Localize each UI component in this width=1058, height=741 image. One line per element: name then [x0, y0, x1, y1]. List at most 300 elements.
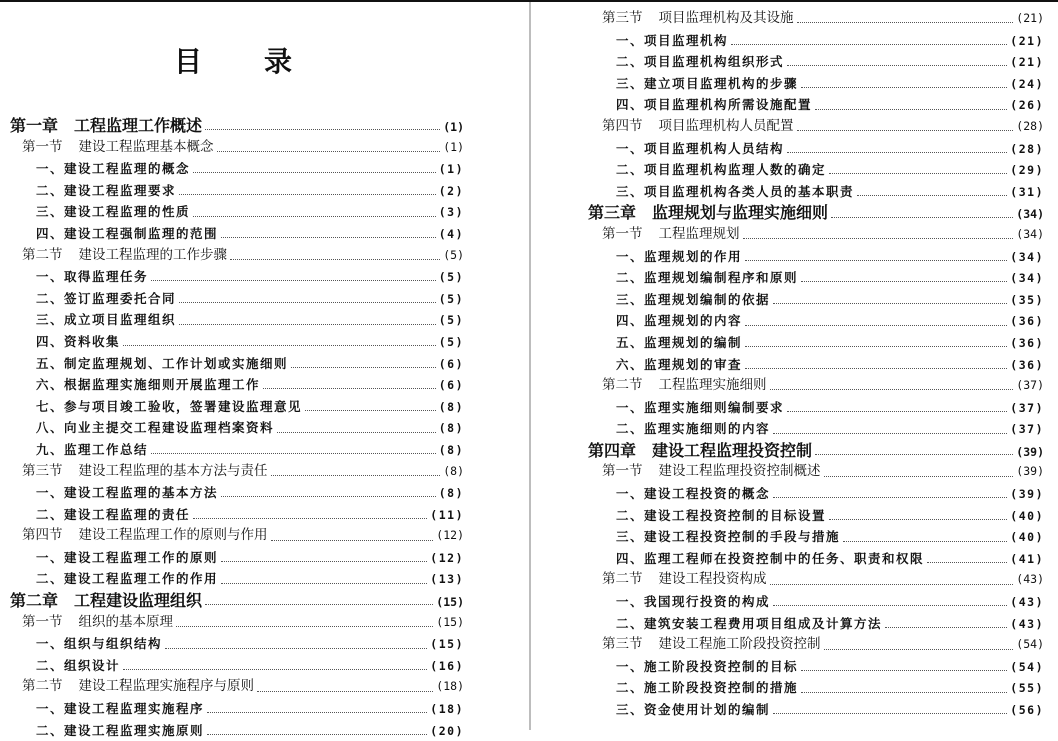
toc-entry-label	[36, 396, 302, 418]
dot-leader	[230, 259, 440, 260]
toc-entry-title: 建设工程监理投资控制	[652, 440, 813, 460]
toc-page-number: (2)	[438, 183, 464, 198]
toc-entry-label	[36, 720, 204, 741]
toc-item-entry[interactable]	[576, 483, 1044, 505]
toc-page-number: (6)	[438, 356, 464, 371]
toc-entry-label	[22, 676, 254, 698]
toc-entry-number: 第三节	[22, 462, 63, 479]
toc-page-number: (15)	[430, 637, 464, 652]
toc-page-number: (5)	[438, 270, 464, 285]
toc-page-number: (35)	[1010, 292, 1044, 307]
toc-entry-label	[616, 677, 798, 699]
toc-entry-number: 第一节	[602, 463, 643, 480]
toc-page-number: (24)	[1010, 76, 1044, 91]
toc-entry-number: 第三节	[602, 636, 643, 653]
toc-page-number: (34)	[1016, 226, 1044, 241]
dot-leader	[843, 541, 1007, 542]
dot-leader	[773, 713, 1007, 714]
toc-page-number: (15)	[436, 614, 464, 629]
toc-page-number: (39)	[1016, 464, 1044, 479]
toc-entry-label	[616, 310, 742, 332]
toc-entry-label	[602, 569, 767, 591]
dot-leader	[179, 194, 436, 195]
toc-section-entry[interactable]	[0, 612, 464, 634]
toc-item-entry[interactable]	[0, 655, 464, 677]
dot-leader	[277, 432, 436, 433]
toc-item-entry[interactable]	[576, 418, 1044, 440]
toc-entry-label	[36, 439, 148, 461]
toc-entry-label	[616, 397, 784, 419]
toc-entry-title: 一、组织与组织结构	[36, 636, 163, 652]
toc-entry-label	[588, 202, 828, 224]
dot-leader	[205, 129, 440, 130]
toc-page-number: (37)	[1010, 400, 1044, 415]
toc-item-entry[interactable]	[576, 289, 1044, 311]
toc-entry-title: 一、监理规划的作用	[616, 248, 743, 264]
toc-entry-label	[616, 30, 728, 52]
dot-leader	[745, 368, 1007, 369]
toc-section-entry[interactable]	[0, 525, 464, 547]
dot-leader	[773, 433, 1007, 434]
toc-entry-label	[36, 655, 120, 677]
toc-entry-title: 二、施工阶段投资控制的措施	[616, 680, 799, 696]
toc-item-entry[interactable]	[576, 591, 1044, 613]
toc-entry-title: 四、资料收集	[36, 333, 121, 349]
toc-entry-title: 一、建设工程监理实施程序	[36, 701, 205, 717]
dot-leader	[743, 238, 1014, 239]
toc-section-entry[interactable]	[0, 461, 464, 483]
toc-entry-title: 二、建设工程监理要求	[36, 182, 177, 198]
dot-leader	[824, 476, 1014, 477]
toc-entry-label	[22, 245, 227, 267]
toc-item-entry[interactable]	[576, 656, 1044, 678]
toc-entry-label	[616, 332, 742, 354]
toc-page-number: (3)	[438, 205, 464, 220]
toc-page-number: (34)	[1010, 249, 1044, 264]
toc-item-entry[interactable]	[0, 331, 464, 353]
dot-leader	[291, 367, 436, 368]
toc-entry-title: 一、项目监理机构	[616, 32, 729, 48]
toc-entry-title: 三、项目监理机构各类人员的基本职责	[616, 183, 855, 199]
dot-leader	[123, 345, 436, 346]
dot-leader	[815, 109, 1007, 110]
toc-entry-title: 二、监理实施细则的内容	[616, 421, 771, 437]
toc-entry-title: 二、项目监理机构组织形式	[616, 54, 785, 70]
toc-entry-label	[602, 375, 767, 397]
toc-entry-label	[616, 699, 770, 721]
toc-section-entry[interactable]	[576, 8, 1044, 30]
dot-leader	[787, 152, 1007, 153]
toc-entry-label	[22, 525, 268, 547]
toc-entry-title: 一、建设工程监理的基本方法	[36, 485, 219, 501]
toc-entry-label	[36, 158, 190, 180]
toc-page-number: (36)	[1010, 314, 1044, 329]
toc-item-entry[interactable]	[576, 267, 1044, 289]
toc-page-number: (37)	[1016, 378, 1044, 393]
toc-page-number: (39)	[1016, 444, 1044, 459]
toc-entry-number: 第一节	[22, 138, 63, 155]
toc-entry-label	[602, 8, 794, 30]
toc-entry-label	[616, 505, 826, 527]
toc-item-entry[interactable]	[576, 246, 1044, 268]
dot-leader	[927, 562, 1007, 563]
toc-entry-label	[616, 613, 882, 635]
toc-item-entry[interactable]	[576, 73, 1044, 95]
dot-leader	[193, 518, 427, 519]
toc-item-entry[interactable]	[0, 482, 464, 504]
toc-entry-number: 第四节	[602, 117, 643, 134]
toc-item-entry[interactable]	[576, 548, 1044, 570]
toc-item-entry[interactable]	[576, 613, 1044, 635]
toc-entry-label	[616, 159, 826, 181]
toc-page-number: (13)	[430, 572, 464, 587]
toc-entry-title: 二、建设工程监理实施原则	[36, 722, 205, 738]
toc-page-number: (8)	[443, 463, 464, 478]
toc-page-number: (8)	[438, 442, 464, 457]
toc-item-entry[interactable]	[0, 201, 464, 223]
toc-entry-title: 二、项目监理机构监理人数的确定	[616, 162, 827, 178]
toc-entry-label	[36, 309, 176, 331]
toc-page-number: (21)	[1010, 55, 1044, 70]
dot-leader	[271, 540, 434, 541]
toc-section-entry[interactable]	[576, 569, 1044, 591]
toc-entry-title: 三、资金使用计划的编制	[616, 702, 771, 717]
toc-entry-number: 第四章	[588, 440, 637, 460]
toc-entry-number: 第二节	[22, 246, 63, 263]
toc-entry-label	[36, 288, 176, 310]
toc-page-number: (43)	[1010, 616, 1044, 631]
toc-page-number: (20)	[430, 723, 464, 738]
toc-entry-label	[10, 590, 202, 612]
toc-entry-label	[616, 591, 770, 613]
toc-entry-title: 三、建设工程监理的性质	[36, 204, 191, 220]
dot-leader	[179, 302, 436, 303]
toc-section-entry[interactable]	[576, 634, 1044, 656]
toc-item-entry[interactable]	[576, 181, 1044, 203]
toc-page-number: (21)	[1016, 11, 1044, 25]
toc-entry-title: 三、建立项目监理机构的步骤	[616, 75, 799, 91]
toc-page-number: (8)	[438, 421, 464, 436]
dot-leader	[773, 605, 1007, 606]
toc-entry-title: 建设工程监理的工作步骤	[78, 246, 227, 263]
dot-leader	[801, 281, 1007, 282]
toc-entry-title: 监理规划与监理实施细则	[652, 203, 829, 223]
dot-leader	[857, 195, 1007, 196]
toc-entry-title: 四、建设工程强制监理的范围	[36, 225, 219, 241]
toc-entry-label	[22, 612, 173, 634]
toc-entry-label	[22, 137, 214, 159]
toc-page-number: (12)	[436, 528, 464, 543]
toc-page-number: (54)	[1010, 659, 1044, 674]
toc-entry-number: 第三章	[588, 203, 637, 223]
toc-entry-label	[616, 354, 742, 376]
toc-entry-number: 第一章	[10, 116, 59, 135]
toc-item-entry[interactable]	[576, 354, 1044, 376]
toc-chapter-entry[interactable]	[576, 202, 1044, 224]
dot-leader	[797, 22, 1014, 23]
toc-right-page	[576, 8, 1044, 721]
toc-entry-label	[616, 656, 798, 678]
toc-entry-label	[36, 201, 190, 223]
toc-entry-title: 五、制定监理规划、工作计划或实施细则	[36, 355, 289, 371]
toc-item-entry[interactable]	[0, 417, 464, 439]
dot-leader	[176, 626, 433, 627]
page-title: 目录	[173, 45, 354, 78]
toc-item-entry[interactable]	[576, 51, 1044, 73]
toc-item-entry[interactable]	[0, 374, 464, 396]
toc-entry-title: 建设工程监理投资控制概述	[658, 463, 821, 480]
toc-item-entry[interactable]	[0, 158, 464, 180]
toc-entry-label	[36, 482, 218, 504]
toc-item-entry[interactable]	[0, 698, 464, 720]
toc-chapter-entry[interactable]	[0, 115, 464, 137]
dot-leader	[207, 712, 427, 713]
toc-entry-number: 第一节	[22, 613, 63, 630]
toc-entry-label	[602, 224, 740, 246]
toc-entry-title: 二、组织设计	[36, 657, 121, 673]
toc-entry-title: 项目监理机构人员配置	[658, 117, 794, 134]
toc-entry-title: 九、监理工作总结	[36, 441, 149, 457]
toc-entry-title: 建设工程监理工作的原则与作用	[78, 527, 268, 544]
toc-entry-title: 建设工程施工阶段投资控制	[658, 636, 821, 653]
toc-page-number: (18)	[430, 702, 464, 717]
toc-entry-title: 八、向业主提交工程建设监理档案资料	[36, 420, 275, 436]
toc-page-number: (18)	[436, 679, 464, 694]
toc-page-number: (36)	[1010, 335, 1044, 350]
toc-entry-label	[36, 504, 190, 526]
toc-page-number: (29)	[1010, 163, 1044, 178]
toc-item-entry[interactable]	[0, 633, 464, 655]
toc-entry-title: 二、建筑安装工程费用项目组成及计算方法	[616, 615, 883, 631]
toc-item-entry[interactable]	[576, 310, 1044, 332]
toc-entry-label	[36, 698, 204, 720]
toc-entry-label	[616, 418, 770, 440]
toc-entry-title: 工程监理工作概述	[74, 116, 203, 135]
toc-entry-number: 第二节	[602, 377, 643, 394]
dot-leader	[745, 325, 1007, 326]
toc-entry-title: 二、建设工程监理工作的作用	[36, 571, 219, 587]
toc-item-entry[interactable]	[0, 504, 464, 526]
toc-item-entry[interactable]	[0, 309, 464, 331]
toc-entry-title: 建设工程投资构成	[658, 571, 767, 588]
toc-page-number: (36)	[1010, 357, 1044, 372]
toc-entry-label	[616, 51, 784, 73]
toc-page-number: (1)	[438, 162, 464, 177]
toc-section-entry[interactable]	[576, 375, 1044, 397]
toc-page-number: (28)	[1010, 141, 1044, 156]
toc-entry-title: 六、监理规划的审查	[616, 356, 743, 372]
dot-leader	[263, 388, 436, 389]
toc-page-number: (5)	[438, 334, 464, 349]
toc-item-entry[interactable]	[0, 720, 464, 741]
toc-entry-label	[36, 547, 218, 569]
dot-leader	[221, 237, 436, 238]
toc-entry-label	[616, 94, 812, 116]
toc-entry-title: 一、施工阶段投资控制的目标	[616, 658, 799, 674]
toc-item-entry[interactable]	[576, 505, 1044, 527]
toc-entry-label	[616, 267, 798, 289]
toc-entry-title: 六、根据监理实施细则开展监理工作	[36, 377, 261, 393]
toc-entry-title: 一、监理实施细则编制要求	[616, 399, 785, 415]
toc-entry-label	[616, 483, 770, 505]
toc-entry-label	[616, 73, 798, 95]
toc-page-number: (21)	[1010, 33, 1044, 48]
dot-leader	[831, 217, 1013, 218]
toc-entry-label	[602, 634, 821, 656]
dot-leader	[797, 130, 1014, 131]
toc-entry-title: 七、参与项目竣工验收，签署建设监理意见	[36, 398, 303, 414]
toc-chapter-entry[interactable]	[576, 440, 1044, 462]
toc-page-number: (16)	[430, 658, 464, 673]
toc-entry-label	[616, 246, 742, 268]
dot-leader	[770, 389, 1014, 390]
dot-leader	[745, 346, 1007, 347]
toc-item-entry[interactable]	[576, 30, 1044, 52]
dot-leader	[205, 604, 433, 605]
toc-entry-label	[588, 440, 812, 462]
toc-entry-label	[10, 115, 202, 137]
dot-leader	[217, 151, 441, 152]
toc-section-entry[interactable]	[576, 461, 1044, 483]
toc-page-number: (28)	[1016, 118, 1044, 133]
toc-entry-title: 一、我国现行投资的构成	[616, 594, 771, 610]
dot-leader	[221, 561, 427, 562]
toc-entry-number: 第二节	[602, 571, 643, 588]
toc-entry-label	[36, 568, 218, 590]
toc-entry-number: 第三节	[602, 10, 643, 26]
toc-item-entry[interactable]	[576, 397, 1044, 419]
toc-entry-title: 二、监理规划编制程序和原则	[616, 270, 799, 286]
page-divider	[529, 2, 531, 730]
toc-item-entry[interactable]	[576, 526, 1044, 548]
toc-entry-label	[22, 461, 268, 483]
toc-entry-title: 工程监理实施细则	[658, 377, 767, 394]
toc-entry-title: 工程建设监理组织	[74, 591, 203, 611]
toc-left-page	[0, 115, 464, 741]
dot-leader	[257, 691, 433, 692]
toc-page-number: (8)	[438, 399, 464, 414]
toc-entry-title: 建设工程监理基本概念	[78, 138, 214, 155]
toc-page-number: (41)	[1010, 551, 1044, 566]
toc-item-entry[interactable]	[0, 439, 464, 461]
toc-page-number: (56)	[1010, 703, 1044, 717]
dot-leader	[207, 734, 427, 735]
toc-entry-label	[36, 180, 176, 202]
toc-entry-number: 第二章	[10, 591, 59, 611]
dot-leader	[305, 410, 436, 411]
toc-page-number: (11)	[430, 507, 464, 522]
dot-leader	[165, 648, 427, 649]
toc-page-number: (6)	[438, 378, 464, 393]
toc-page-number: (5)	[443, 247, 464, 262]
toc-section-entry[interactable]	[576, 116, 1044, 138]
toc-entry-title: 建设工程监理的基本方法与责任	[78, 462, 268, 479]
toc-item-entry[interactable]	[0, 547, 464, 569]
toc-item-entry[interactable]	[0, 568, 464, 590]
toc-entry-label	[616, 548, 924, 570]
toc-entry-label	[36, 223, 218, 245]
toc-item-entry[interactable]	[0, 180, 464, 202]
dot-leader	[773, 497, 1007, 498]
toc-item-entry[interactable]	[576, 677, 1044, 699]
toc-entry-label	[602, 116, 794, 138]
toc-page-number: (5)	[438, 291, 464, 306]
toc-page-number: (40)	[1010, 508, 1044, 523]
dot-leader	[815, 454, 1013, 455]
toc-section-entry[interactable]	[0, 137, 464, 159]
toc-section-entry[interactable]	[0, 245, 464, 267]
toc-page-number: (43)	[1016, 572, 1044, 587]
toc-page-number: (55)	[1010, 681, 1044, 696]
toc-item-entry[interactable]	[0, 396, 464, 418]
toc-page-number: (5)	[438, 313, 464, 328]
toc-entry-title: 四、监理规划的内容	[616, 313, 743, 329]
toc-entry-title: 三、成立项目监理组织	[36, 312, 177, 328]
toc-item-entry[interactable]	[0, 353, 464, 375]
toc-page-number: (26)	[1010, 98, 1044, 113]
toc-item-entry[interactable]	[576, 94, 1044, 116]
toc-entry-number: 第四节	[22, 527, 63, 544]
toc-entry-title: 二、建设工程投资控制的目标设置	[616, 507, 827, 523]
dot-leader	[773, 303, 1007, 304]
toc-entry-label	[36, 374, 260, 396]
toc-entry-title: 工程监理规划	[658, 225, 740, 242]
dot-leader	[787, 411, 1007, 412]
toc-entry-label	[36, 633, 162, 655]
toc-item-entry[interactable]	[0, 266, 464, 288]
toc-entry-label	[616, 138, 784, 160]
toc-page-number: (4)	[438, 226, 464, 241]
toc-item-entry[interactable]	[576, 699, 1044, 721]
dot-leader	[151, 453, 436, 454]
toc-entry-title: 三、建设工程投资控制的手段与措施	[616, 529, 841, 545]
toc-item-entry[interactable]	[576, 138, 1044, 160]
toc-chapter-entry[interactable]	[0, 590, 464, 612]
toc-section-entry[interactable]	[0, 676, 464, 698]
dot-leader	[824, 649, 1014, 650]
toc-item-entry[interactable]	[0, 288, 464, 310]
toc-entry-title: 三、监理规划编制的依据	[616, 291, 771, 307]
toc-section-entry[interactable]	[576, 224, 1044, 246]
toc-entry-number: 第二节	[22, 678, 63, 695]
toc-page-number: (12)	[430, 550, 464, 565]
dot-leader	[221, 583, 427, 584]
toc-page-number: (8)	[438, 486, 464, 501]
toc-entry-title: 二、签订监理委托合同	[36, 290, 177, 306]
toc-entry-label	[602, 461, 821, 483]
toc-item-entry[interactable]	[576, 159, 1044, 181]
toc-entry-title: 二、建设工程监理的责任	[36, 506, 191, 522]
toc-entry-title: 组织的基本原理	[78, 613, 173, 630]
toc-page-number: (43)	[1010, 595, 1044, 610]
toc-page-number: (1)	[443, 139, 464, 154]
dot-leader	[193, 216, 436, 217]
toc-item-entry[interactable]	[576, 332, 1044, 354]
toc-item-entry[interactable]	[0, 223, 464, 245]
dot-leader	[885, 627, 1007, 628]
toc-page-number: (40)	[1010, 530, 1044, 545]
dot-leader	[829, 173, 1007, 174]
dot-leader	[745, 260, 1007, 261]
toc-page-number: (54)	[1016, 637, 1044, 652]
dot-leader	[731, 44, 1007, 45]
toc-entry-title: 一、项目监理机构人员结构	[616, 140, 785, 156]
toc-entry-title: 建设工程监理实施程序与原则	[78, 678, 254, 695]
toc-page-number: (37)	[1010, 422, 1044, 437]
dot-leader	[770, 584, 1014, 585]
toc-entry-title: 项目监理机构及其设施	[658, 10, 794, 26]
toc-entry-title: 一、取得监理任务	[36, 269, 149, 285]
